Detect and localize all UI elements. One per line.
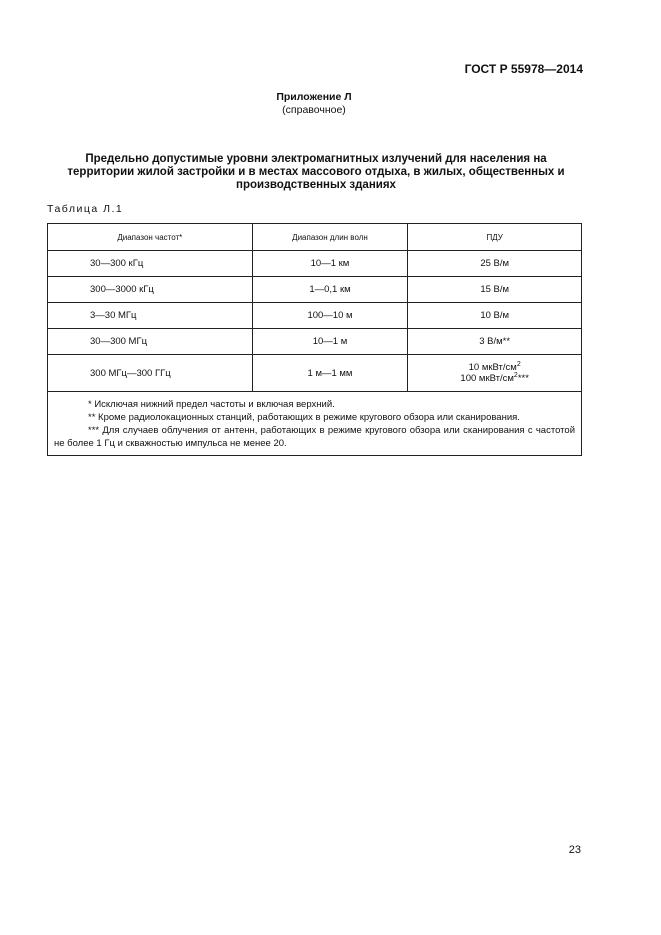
cell-pdu: 3 В/м**	[408, 329, 582, 355]
pdu-value-line	[412, 373, 577, 384]
page-number: 23	[568, 844, 581, 856]
cell-frequency: 300—3000 кГц	[48, 277, 253, 303]
cell-pdu: 15 В/м	[408, 277, 582, 303]
document-title: Предельно допустимые уровни электромагнитных излучений для населения на территории жилой застройки и в местах массового отдыха, в жилых, общественных и производственных зданиях	[67, 153, 565, 191]
table-row	[48, 303, 582, 329]
table-row	[48, 277, 582, 303]
standard-code: ГОСТ Р 55978—2014	[464, 62, 583, 76]
table-notes	[48, 392, 582, 456]
cell-frequency: 300 МГц—300 ГГц	[48, 355, 253, 392]
cell-frequency: 30—300 кГц	[48, 251, 253, 277]
table-row	[48, 251, 582, 277]
pdu-value-text: 10 мкВт/см	[468, 362, 517, 373]
table-note: ** Кроме радиолокационных станций, работающих в режиме кругового обзора или сканирования.	[88, 412, 520, 423]
table-note: *** Для случаев облучения от антенн, работающих в режиме кругового обзора или сканирования с частотой не более 1 Гц и скважностью импульса не менее 20.	[54, 425, 575, 449]
pdu-footnote-mark: ***	[517, 373, 529, 384]
header-wavelength-range: Диапазон длин волн	[252, 224, 408, 251]
table-row	[48, 355, 582, 392]
header-frequency-range: Диапазон частот*	[48, 224, 253, 251]
cell-wavelength: 10—1 км	[252, 251, 408, 277]
table-notes-row	[48, 392, 582, 456]
cell-pdu	[408, 355, 582, 392]
appendix-title: Приложение Л	[276, 91, 352, 103]
table-note: * Исключая нижний предел частоты и включая верхний.	[88, 399, 335, 410]
appendix-subtitle: (справочное)	[282, 104, 346, 116]
cell-frequency: 3—30 МГц	[48, 303, 253, 329]
cell-wavelength: 10—1 м	[252, 329, 408, 355]
radiation-limits-table	[47, 223, 582, 456]
cell-wavelength: 100—10 м	[252, 303, 408, 329]
header-pdu: ПДУ	[408, 224, 582, 251]
table-caption: Таблица Л.1	[47, 203, 124, 215]
table-header-row	[48, 224, 582, 251]
pdu-value-text: 100 мкВт/см	[460, 373, 514, 384]
pdu-exponent: 2	[513, 372, 518, 379]
pdu-exponent: 2	[516, 361, 521, 368]
cell-frequency: 30—300 МГц	[48, 329, 253, 355]
appendix-heading	[0, 91, 628, 117]
cell-pdu: 10 В/м	[408, 303, 582, 329]
pdu-value-line	[412, 362, 577, 373]
table-row	[48, 329, 582, 355]
cell-pdu: 25 В/м	[408, 251, 582, 277]
cell-wavelength: 1—0,1 км	[252, 277, 408, 303]
cell-wavelength: 1 м—1 мм	[252, 355, 408, 392]
